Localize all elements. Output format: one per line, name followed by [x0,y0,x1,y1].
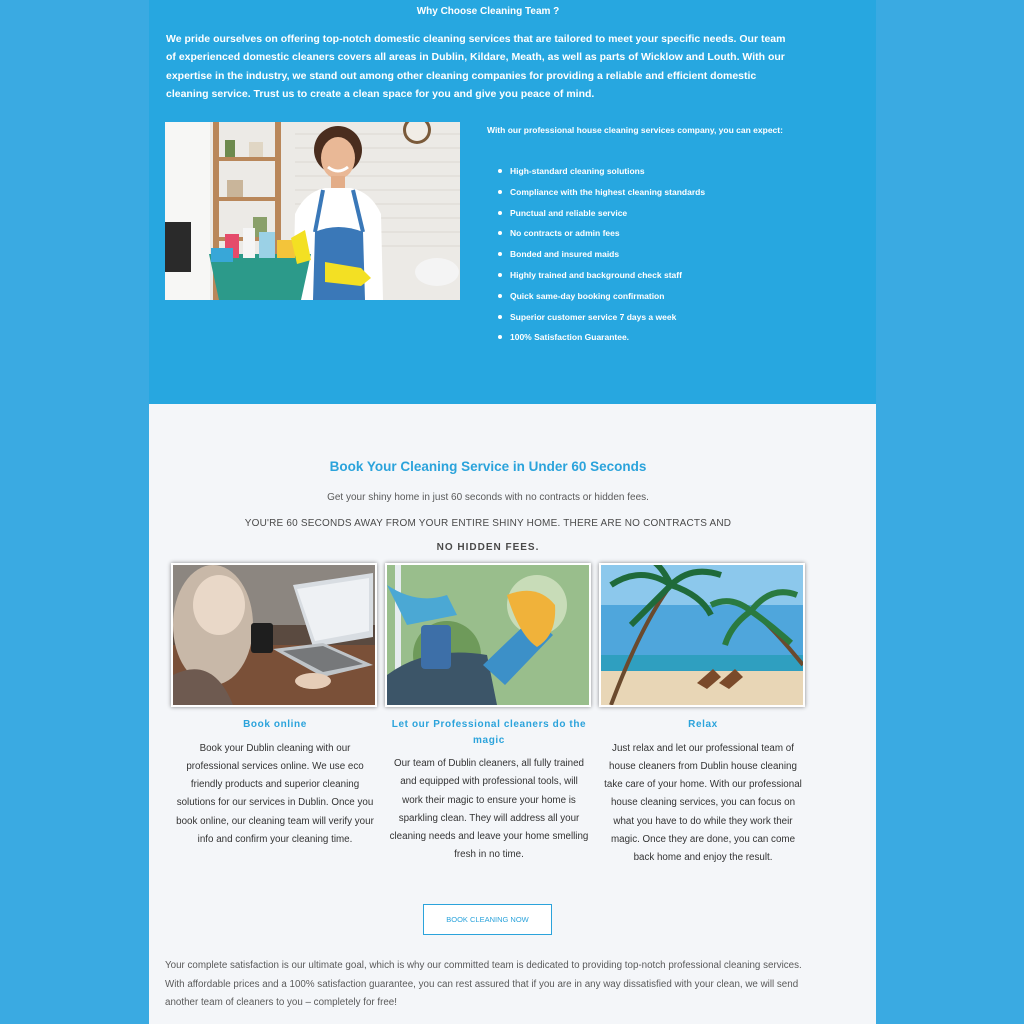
why-choose-intro: We pride ourselves on offering top-notch domestic cleaning services that are tailored to meet your specific needs. Our team of experienced domestic cleaners covers all areas in Dublin, Kildare, Meath, as well as parts of Wicklow and Louth. With our expertise in the industry, we stand out among other cleaning companies for providing a reliable and efficient domestic cleaning service. Trust us to create a clean space for you and give you peace of mind. [166,33,786,100]
why-choose-title: Why Choose Cleaning Team ? [416,6,560,17]
list-item [497,329,797,350]
list-item-label: Highly trained and background check staff [510,269,682,280]
list-item-label: High-standard cleaning solutions [510,166,645,176]
list-item-label: Punctual and reliable service [510,207,628,218]
list-item-label: Superior customer service 7 days a week [510,311,677,322]
window-cleaning-illustration [387,565,589,705]
booking-subtitle: Get your shiny home in just 60 seconds with no contracts or hidden fees. [327,492,649,503]
list-item [497,205,797,226]
laptop-photo [171,563,377,707]
booking-caps-line-1: YOU'RE 60 SECONDS AWAY FROM YOUR ENTIRE SHINY HOME. THERE ARE NO CONTRACTS AND [244,518,732,529]
bullet-icon [498,190,502,194]
list-item [497,163,797,184]
bullet-icon [498,315,502,319]
laptop-illustration [173,565,375,705]
booking-section [149,404,876,1024]
bullet-icon [498,211,502,215]
booking-caps-line-2: NO HIDDEN FEES. [436,542,540,553]
booking-title: Book Your Cleaning Service in Under 60 Seconds [329,459,647,474]
list-item [497,246,797,267]
card-title: Book online [243,719,307,730]
list-item-label: Bonded and insured maids [510,249,620,260]
bullet-icon [498,169,502,173]
list-item [497,267,797,288]
cleaner-photo [165,122,460,300]
beach-photo [599,563,805,707]
card-text: Just relax and let our professional team of house cleaners from Dublin house cleaning take care of your home. With our professional house cleaning services, you can focus on what you have to do while they work their magic. Once they are done, you can come back home and enjoy the result. [604,742,802,864]
list-item [497,225,797,246]
card-title: Let our Professional cleaners do the magic [391,719,587,746]
card-text: Book your Dublin cleaning with our professional services online. We use eco friendly products and superior cleaning solutions for our services in Dublin. Once you book online, our cleaning team will verify your info and confirm your cleaning time. [176,742,374,845]
list-item-label: Quick same-day booking confirmation [510,290,665,301]
window-cleaning-photo [385,563,591,707]
card-title: Relax [688,719,718,730]
satisfaction-text: Your complete satisfaction is our ultimate goal, which is why our committed team is dedicated to providing top-notch professional cleaning services. With affordable prices and a 100% satisfaction guarantee, you can rest assured that if you are in any way dissatisfied with your clean, we will send another team of cleaners to you – completely for free! [165,960,802,1009]
bullet-icon [498,335,502,339]
step-card-book-online [171,563,379,849]
beach-illustration [601,565,803,705]
expectations-list [497,163,797,350]
list-item-label: 100% Satisfaction Guarantee. [510,332,630,343]
book-cleaning-button[interactable]: BOOK CLEANING NOW [423,904,552,935]
list-item-label: Compliance with the highest cleaning standards [510,186,706,197]
bullet-icon [498,294,502,298]
expectations-intro: With our professional house cleaning services company, you can expect: [487,125,783,135]
bullet-icon [498,273,502,277]
cleaner-illustration [165,122,460,300]
bullet-icon [498,231,502,235]
step-card-relax [599,563,807,868]
list-item [497,288,797,309]
card-text: Our team of Dublin cleaners, all fully trained and equipped with professional tools, will work their magic to ensure your home is sparkling clean. They will address all your cleaning needs and leave your home smelling fresh in no time. [389,758,589,861]
page-content [149,0,876,1024]
list-item-label: No contracts or admin fees [510,228,620,239]
list-item [497,309,797,330]
list-item [497,184,797,205]
bullet-icon [498,252,502,256]
step-card-professional-cleaners [385,563,593,865]
booking-caps-text [219,512,757,560]
why-choose-section [149,0,876,404]
